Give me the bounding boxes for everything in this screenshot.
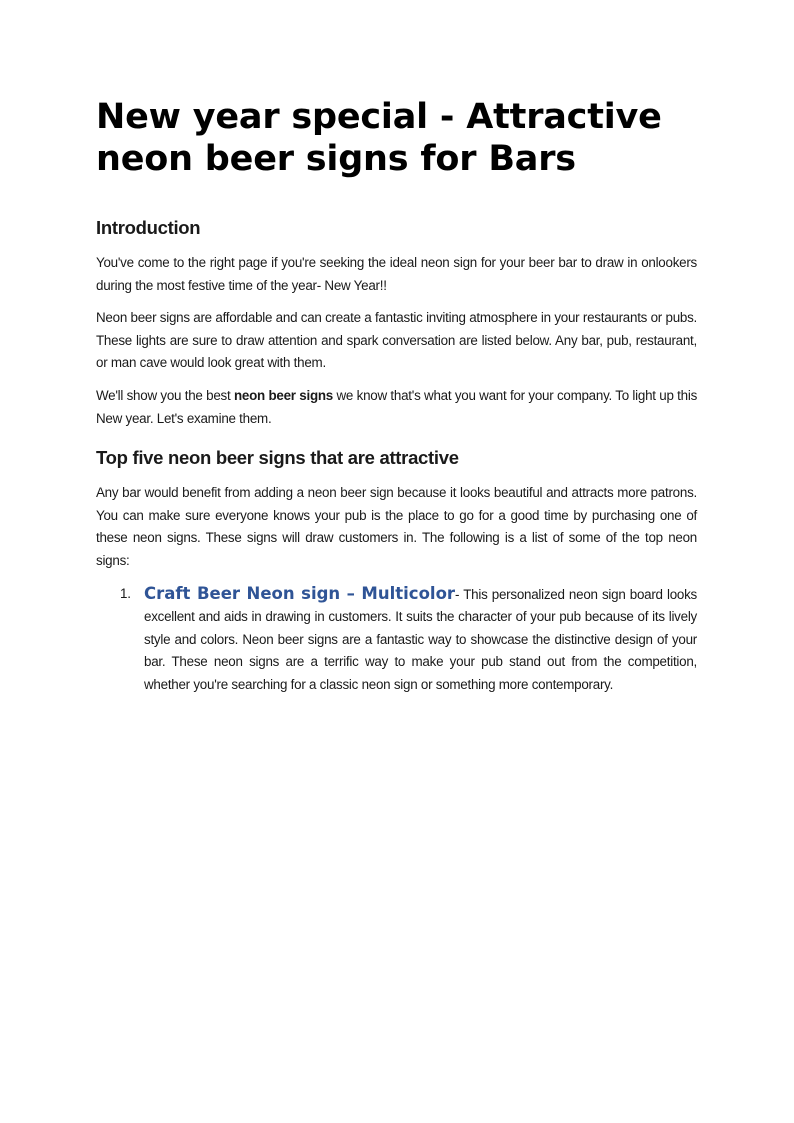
p3-text-before: We'll show you the best xyxy=(96,387,234,403)
top-signs-paragraph: Any bar would benefit from adding a neon beer sign because it looks beautiful and attracts more patrons. You can make sure everyone knows your pub is the place to go for a good time by purchasing one of these neon signs. These signs will draw customers in. The following is a list of some of the top neon signs: xyxy=(96,485,697,568)
signs-list xyxy=(96,583,697,697)
intro-heading: Introduction xyxy=(96,217,201,238)
p3-text-after: we know that's what you want for your company. To light up this New year. Let's examine them. xyxy=(96,387,698,426)
p3-bold-keyword: neon beer signs xyxy=(233,387,333,403)
intro-paragraph-3 xyxy=(96,385,697,430)
craft-beer-sign-link[interactable]: Craft Beer Neon sign – Multicolor xyxy=(144,583,456,603)
page-title: New year special - Attractive neon beer signs for Bars xyxy=(96,97,662,179)
intro-paragraph-2: Neon beer signs are affordable and can create a fantastic inviting atmosphere in your restaurants or pubs. These lights are sure to draw attention and spark conversation are listed below. Any bar, pub, restaurant, or man cave would look great with them. xyxy=(96,310,697,371)
top-signs-heading: Top five neon beer signs that are attractive xyxy=(96,447,459,469)
intro-paragraph-1: You've come to the right page if you're seeking the ideal neon sign for your beer bar to draw in onlookers during the most festive time of the year- New Year!! xyxy=(96,255,697,293)
list-number: 1. xyxy=(120,585,131,601)
document-page xyxy=(96,96,697,697)
list-item-text: - This personalized neon sign board looks excellent and aids in drawing in customers. It suits the character of your pub because of its lively style and colors. Neon beer signs are a fantastic way to showcase the distinctive design of your bar. These neon signs are a terrific way to make your pub stand out from the competition, whether you're searching for a classic neon sign or something more contemporary. xyxy=(144,586,697,692)
list-item xyxy=(96,583,697,697)
